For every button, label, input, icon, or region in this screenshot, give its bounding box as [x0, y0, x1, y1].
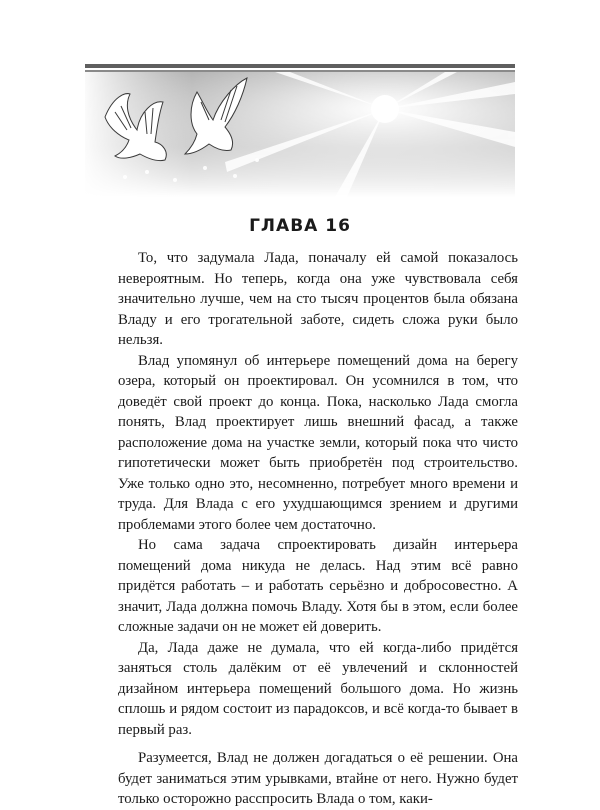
paragraph: Разумеется, Влад не должен догадаться о её решении. Она будет заниматься этим урывками, втайне от него. Нужно будет только осторожно расспросить Влада о том, каки- — [118, 750, 518, 807]
paragraph: То, что задумала Лада, поначалу ей самой показалось невероятным. Но теперь, когда она уже чувствовала себя значительно лучше, чем на сто тысяч процентов была обязана Владу и его трогательной заботе, сидеть сложа руки было нельзя. — [118, 250, 518, 348]
paragraph: Но сама задача спроектировать дизайн интерьера помещений дома никуда не делась. Над этим всё равно придётся работать – и работать серьёзно и добросовестно. А значит, Лада должна помочь Владу. Хотя бы в этом, если более сложные задачи он не может ей доверить. — [118, 537, 518, 635]
doves-illustration — [85, 72, 515, 197]
paragraph: Влад упомянул об интерьере помещений дома на берегу озера, который он проектировал. Он усомнился в том, что доведёт свой проект до конца. Пока, насколько Лада смогла понять, Влад проектирует лишь внешний фасад, а также расположение дома на участке земли, который пока что чисто гипотетически может быть приобретён под строительство. Уже только одно это, несомненно, потребует много времени и труда. Для Влада с его ухудшающимся зрением и другими проблемами этого более чем достаточно. — [118, 352, 518, 533]
header-rule — [85, 64, 515, 68]
paragraph: Да, Лада даже не думала, что ей когда-либо придётся заняться столь далёким от её увлечений и склонностей дизайном интерьера помещений большого дома. Но жизнь сплошь и рядом состоит из парадоксов, и всё когда-то бывает в первый раз. — [118, 639, 518, 738]
chapter-illustration — [85, 72, 515, 197]
chapter-title: ГЛАВА 16 — [249, 216, 351, 236]
body-text — [118, 248, 518, 810]
